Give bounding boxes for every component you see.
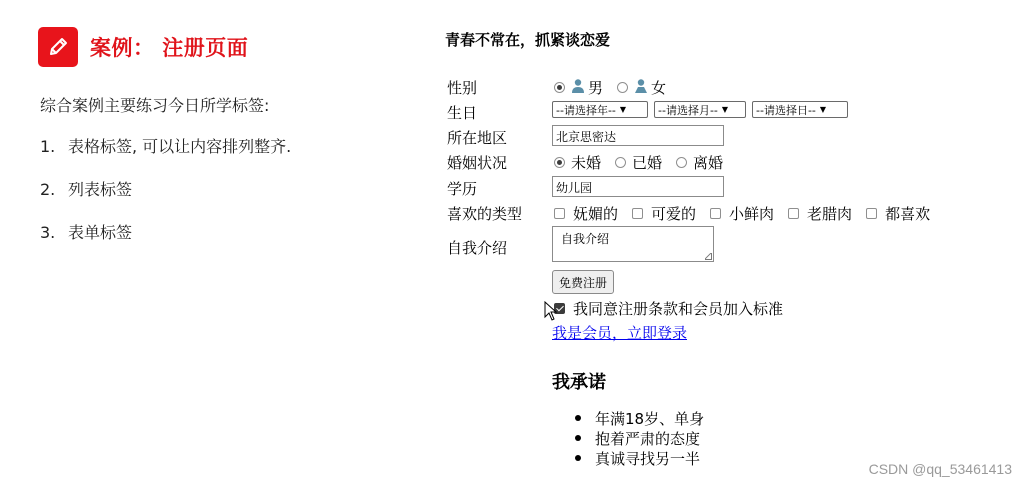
gender-radio-male[interactable] xyxy=(554,82,565,93)
about-field-wrap xyxy=(552,226,714,262)
like-checkbox[interactable] xyxy=(632,208,643,219)
marital-married-label: 已婚 xyxy=(632,154,663,172)
gender-radio-female[interactable] xyxy=(617,82,628,93)
female-icon xyxy=(634,78,648,98)
list-item: 3. 表单标签 xyxy=(40,223,133,242)
about-label: 自我介绍 xyxy=(447,239,508,257)
birthday-label: 生日 xyxy=(447,104,478,122)
like-label: 老腊肉 xyxy=(807,205,853,223)
like-label: 都喜欢 xyxy=(885,205,931,223)
marital-radio-married[interactable] xyxy=(615,157,626,168)
gender-options xyxy=(552,77,678,98)
marital-options xyxy=(552,152,735,173)
about-textarea-text: 自我介绍 xyxy=(561,232,610,246)
agree-label: 我同意注册条款和会员加入标准 xyxy=(573,300,784,318)
promise-list xyxy=(575,408,704,468)
marital-radio-divorced[interactable] xyxy=(676,157,687,168)
marital-label: 婚姻状况 xyxy=(447,154,508,172)
form-heading: 青春不常在，抓紧谈恋爱 xyxy=(445,31,611,49)
gender-female-label: 女 xyxy=(651,79,667,97)
like-checkbox[interactable] xyxy=(788,208,799,219)
education-input[interactable]: 幼儿园 xyxy=(552,176,724,197)
gender-male-label: 男 xyxy=(588,79,604,97)
case-title: 案例： 注册页面 xyxy=(90,36,249,60)
pencil-icon xyxy=(38,27,78,67)
like-checkbox[interactable] xyxy=(866,208,877,219)
case-title-row xyxy=(38,27,248,67)
watermark: CSDN @qq_53461413 xyxy=(868,461,1012,477)
list-item: 年满18岁、单身 xyxy=(575,408,704,428)
member-login-link[interactable]: 我是会员，立即登录 xyxy=(552,324,688,342)
male-icon xyxy=(571,78,585,98)
agree-row xyxy=(552,298,783,319)
likes-label: 喜欢的类型 xyxy=(447,205,523,223)
list-item: 2. 列表标签 xyxy=(40,180,133,199)
chevron-down-icon: ▼ xyxy=(721,105,729,114)
about-textarea[interactable] xyxy=(552,226,714,262)
region-field-wrap xyxy=(552,125,724,146)
lesson-list xyxy=(40,134,291,263)
marital-radio-single[interactable] xyxy=(554,157,565,168)
birthday-selects xyxy=(552,101,854,118)
gender-label: 性别 xyxy=(447,79,478,97)
chevron-down-icon: ▼ xyxy=(819,105,827,114)
resize-grip-icon[interactable] xyxy=(705,253,712,260)
likes-options xyxy=(552,203,942,224)
intro-text: 综合案例主要练习今日所学标签: xyxy=(40,96,270,115)
promise-title: 我承诺 xyxy=(552,372,606,393)
marital-single-label: 未婚 xyxy=(571,154,602,172)
list-item: 1. 表格标签, 可以让内容排列整齐. xyxy=(40,137,292,156)
region-input[interactable]: 北京思密达 xyxy=(552,125,724,146)
like-checkbox[interactable] xyxy=(710,208,721,219)
month-select[interactable]: --请选择月-- ▼ xyxy=(654,101,746,118)
like-label: 妩媚的 xyxy=(573,205,619,223)
region-label: 所在地区 xyxy=(447,129,508,147)
like-label: 可爱的 xyxy=(651,205,697,223)
chevron-down-icon: ▼ xyxy=(619,105,627,114)
year-select[interactable]: --请选择年-- ▼ xyxy=(552,101,648,118)
education-label: 学历 xyxy=(447,180,478,198)
list-item: 真诚寻找另一半 xyxy=(575,448,704,468)
like-checkbox[interactable] xyxy=(554,208,565,219)
like-label: 小鲜肉 xyxy=(729,205,775,223)
list-item: 抱着严肃的态度 xyxy=(575,428,704,448)
day-select[interactable]: --请选择日-- ▼ xyxy=(752,101,848,118)
education-field-wrap xyxy=(552,176,724,197)
marital-divorced-label: 离婚 xyxy=(693,154,724,172)
register-button[interactable]: 免费注册 xyxy=(552,270,614,294)
